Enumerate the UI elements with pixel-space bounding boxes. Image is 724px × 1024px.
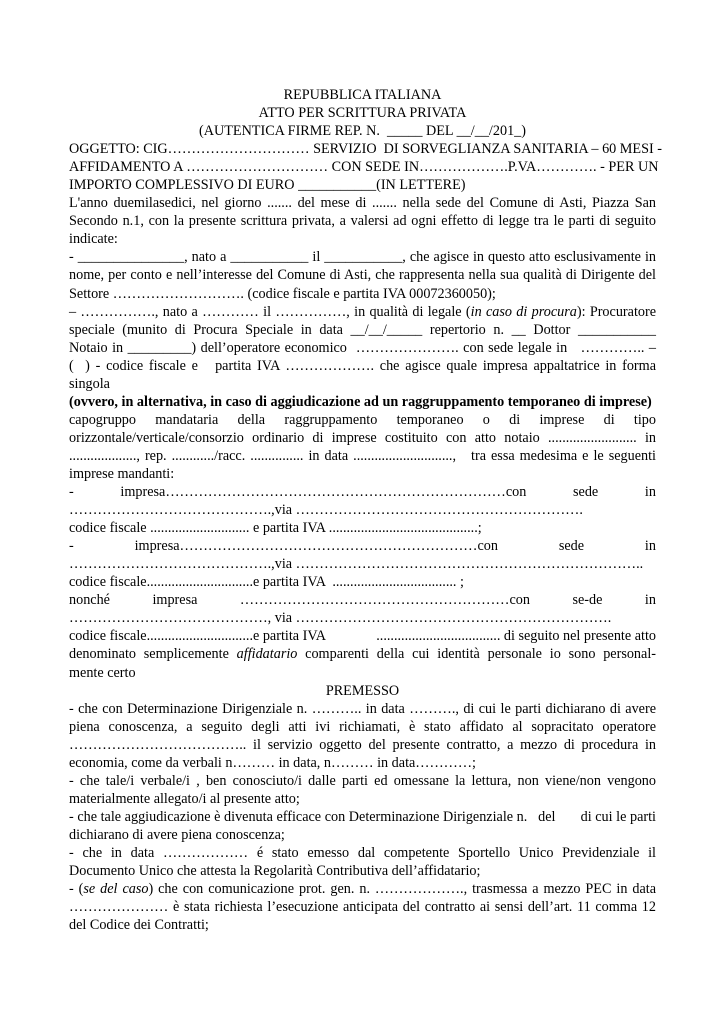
nonche-name: …………………………………………………con — [239, 592, 530, 609]
capogruppo-line-4: imprese mandanti: — [69, 465, 175, 482]
oggetto-line-2: AFFIDAMENTO A ………………………… CON SEDE IN……………….P.VA…………. - PER UN — [69, 159, 659, 176]
capogruppo-line-3: ..................., rep. ............/racc. ............... in data ............................, tra essa medesima e le seguenti — [69, 447, 656, 464]
denominato-text: denominato semplicemente — [69, 646, 237, 663]
nonche-denominato — [69, 645, 656, 663]
nonche-impresa: impresa — [152, 592, 198, 609]
impresa-2-sede: sede — [558, 538, 585, 555]
nonche-mente-certo: mente certo — [69, 664, 136, 681]
impresa-1-row — [69, 483, 656, 501]
intro-paragraph: L'anno duemilasedici, nel giorno ....... del mese di ....... nella sede del Comune di Asti, Piazza San Secondo n.1, con la presente scrittura privata, a valersi ad ogni effetto di legge tra le parti di seguito indicate: — [69, 195, 656, 248]
nonche-via: ……………………………………, via …………………………………………………………. — [69, 610, 612, 627]
premesso-item-4: - che in data ……………… é stato emesso dal competente Sportello Unico Previdenziale il Documento Unico che attesta la Regolarità Contributiva dell’affidatario; — [69, 844, 656, 880]
impresa-mandante-2 — [69, 537, 656, 591]
oggetto-line-3: IMPORTO COMPLESSIVO DI EURO ___________(IN LETTERE) — [69, 177, 466, 194]
doc-title-line-1: REPUBBLICA ITALIANA — [283, 87, 442, 103]
nonche-row — [69, 591, 656, 609]
premesso-5-open: - ( — [69, 881, 84, 898]
impresa-1-dash: - — [69, 484, 74, 501]
premesso-item-2: - che tale/i verbale/i , ben conosciuto/i dalle parti ed omessane la lettura, non viene/non vengono materialmente allegato/i al presente atto; — [69, 772, 656, 807]
premesso-item-1: - che con Determinazione Dirigenziale n. ……….. in data ………., di cui le parti dichiarano di avere piena conoscenza, a seguito degli atti ivi richiamati, è stato affidato al sopracitato operatore ……………………………….. il servizio oggetto del presente contratto, a mezzo di procedura in economia, come da verbali n……… in data, n……… in data…………; — [69, 700, 656, 771]
impresa-1-via: …………………………………….,via ……………………………………………………. — [69, 502, 583, 519]
party-2-line-5: singola — [69, 375, 110, 392]
party-2-block — [69, 303, 656, 393]
alternativa-heading: (ovvero, in alternativa, in caso di aggiudicazione ad un raggruppamento temporaneo di imprese) — [69, 393, 652, 410]
premesso-heading: PREMESSO — [325, 682, 400, 699]
premesso-5-text: ) che con comunicazione prot. gen. n. ………………., trasmessa a mezzo PEC in data ………………… è stata richiesta l’esecuzione anticipata del contratto ai sensi dell’art. 11 comma 12 del Codice dei Contratti; — [69, 881, 656, 934]
impresa-2-codice-fiscale: codice fiscale..............................e partita IVA ................................... ; — [69, 574, 464, 591]
nonche-label: nonché — [69, 592, 110, 609]
impresa-1-in: in — [644, 484, 656, 501]
party-1-paragraph: - _______________, nato a ___________ il ___________, che agisce in questo atto esclusivamente in nome, per conto e nell’interesse del Comune di Asti, che rappresenta nella sua qualità di Dirigente del Settore ………………………. (codice fiscale e partita IVA 00072360050); — [69, 249, 656, 302]
party-2-line-1a: – ……………., nato a ………… il ……………, in qualità di legale ( — [69, 303, 471, 320]
impresa-2-in: in — [644, 538, 656, 555]
oggetto-line-1: OGGETTO: CIG………………………… SERVIZIO DI SORVEGLIANZA SANITARIA – 60 MESI - — [69, 141, 662, 158]
premesso-item-3: - che tale aggiudicazione è divenuta efficace con Determinazione Dirigenziale n. del di cui le parti dichiarano di avere piena conoscenza; — [69, 808, 660, 843]
doc-title-line-2: ATTO PER SCRITTURA PRIVATA — [258, 105, 467, 122]
nonche-sede: se-de — [572, 592, 603, 609]
capogruppo-block — [69, 411, 656, 483]
impresa-2-via: …………………………………….,via ……………………………………………………………….. — [69, 556, 644, 573]
impresa-1-sede: sede — [573, 484, 599, 501]
party-2-procura-note: in caso di procura — [470, 303, 577, 320]
comparenti-text: comparenti della cui identità personale io sono personal- — [297, 646, 656, 663]
se-del-caso-note: se del caso — [83, 881, 149, 898]
doc-title-line-3: (AUTENTICA FIRME REP. N. _____ DEL __/__/201_) — [199, 123, 526, 140]
premesso-item-5 — [69, 880, 656, 934]
nonche-codice-fiscale: codice fiscale..............................e partita IVA — [69, 628, 327, 645]
impresa-2-name: impresa………………………………………………………con — [134, 538, 498, 555]
impresa-2-row — [69, 537, 656, 555]
capogruppo-line-1: capogruppo mandataria della raggruppamento temporaneo o di imprese di tipo — [69, 411, 656, 428]
impresa-nonche — [69, 591, 656, 681]
nonche-seguito: ................................... di seguito nel presente atto — [376, 628, 656, 645]
impresa-1-codice-fiscale: codice fiscale ............................ e partita IVA ..........................................; — [69, 520, 482, 537]
party-2-line-1 — [69, 303, 656, 321]
party-2-line-3: Notaio in _________) dell’operatore economico …………………. con sede legale in ………….. – — [69, 339, 656, 356]
impresa-1-name: impresa………………………………………………………………con — [120, 484, 527, 501]
nonche-cf-row — [69, 627, 656, 645]
party-2-line-4: ( ) - codice fiscale e partita IVA ………………. che agisce quale impresa appaltatrice in forma — [69, 357, 656, 374]
party-2-line-2: speciale (munito di Procura Speciale in data __/__/_____ repertorio n. __ Dottor ___________ — [69, 321, 656, 338]
impresa-2-dash: - — [69, 538, 74, 555]
capogruppo-line-2: orizzontale/verticale/consorzio ordinario di imprese costituito con atto notaio ......................... in — [69, 429, 656, 446]
party-2-line-1c: ): Procuratore — [576, 303, 656, 320]
impresa-mandante-1 — [69, 483, 656, 537]
affidatario-term: affidatario — [236, 646, 298, 663]
nonche-in: in — [644, 592, 656, 609]
